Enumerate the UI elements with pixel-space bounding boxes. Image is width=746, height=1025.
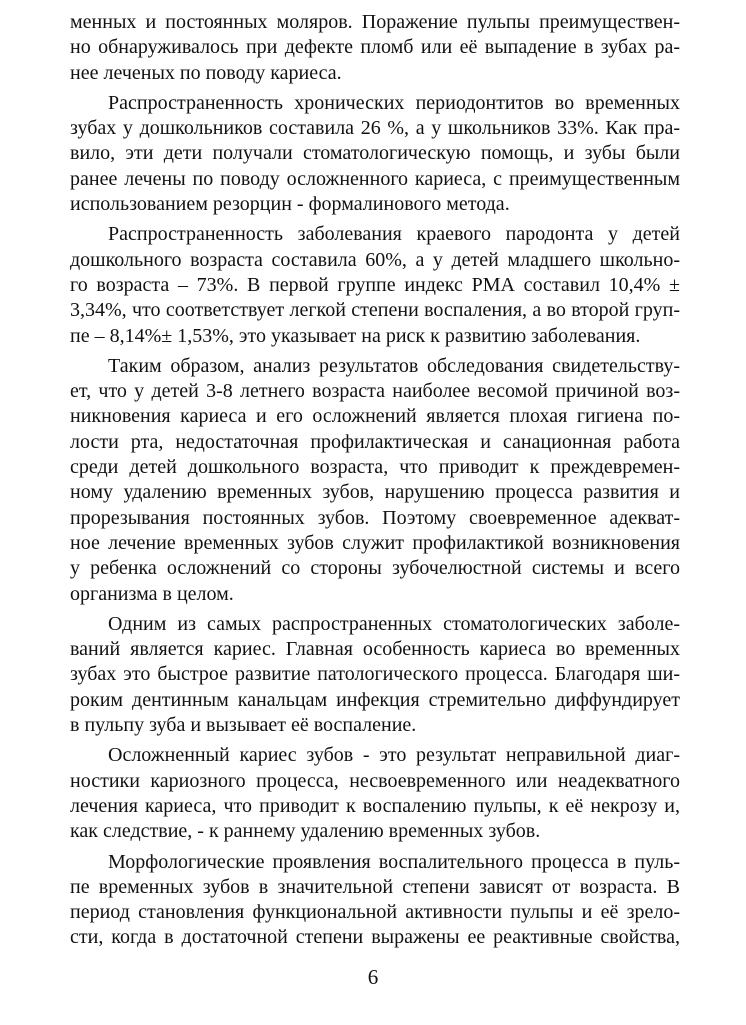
text-line: как следствие, - к раннему удалению временных зубов. [70, 820, 541, 843]
text-line: ваний является кариес. Главная особенность кариеса во временных [70, 638, 680, 661]
body-text [70, 10, 680, 951]
text-line: лости рта, недостаточная профилактическая и санационная работа [70, 430, 680, 453]
text-line: у ребенка осложнений со стороны зубочелюстной системы и всего [70, 557, 680, 580]
text-line: вило, эти дети получали стоматологическую помощь, и зубы были [70, 142, 680, 165]
text-line: менных и постоянных моляров. Поражение пульпы преимуществен- [70, 11, 680, 33]
text-line: 3,34%, что соответствует легкой степени воспаления, а во второй груп- [70, 299, 680, 322]
text-line: ет, что у детей 3-8 летнего возраста наиболее весомой причиной воз- [70, 380, 680, 403]
text-line: лечения кариеса, что приводит к воспалению пульпы, к её некрозу и, [70, 794, 680, 817]
text-line: ранее лечены по поводу осложненного кариеса, с преимущественным [70, 167, 680, 190]
text-line: Таким образом, анализ результатов обследования свидетельству- [108, 354, 680, 377]
text-line: го возраста – 73%. В первой группе индекс РМА составил 10,4% ± [70, 273, 680, 296]
paragraph [70, 743, 680, 844]
text-line: среди детей дошкольного возраста, что приводит к преждевремен- [70, 456, 680, 479]
text-line: пе – 8,14%± 1,53%, это указывает на риск к развитию заболевания. [70, 324, 641, 347]
text-line: сти, когда в достаточной степени выражены ее реактивные свойства, [70, 926, 680, 949]
paragraph [70, 10, 680, 86]
text-line: ностики кариозного процесса, несвоевременного или неадекватного [70, 769, 680, 792]
text-line: прорезывания постоянных зубов. Поэтому своевременное адекват- [70, 506, 680, 529]
text-line: но обнаруживалось при дефекте пломб или её выпадение в зубах ра- [70, 36, 680, 59]
paragraph [70, 91, 680, 217]
paragraph [70, 612, 680, 738]
text-line: Распространенность заболевания краевого пародонта у детей [108, 223, 680, 246]
text-line: ному удалению временных зубов, нарушению процесса развития и [70, 481, 680, 504]
text-line: зубах у дошкольников составила 26 %, а у школьников 33%. Как пра- [70, 117, 680, 140]
text-line: дошкольного возраста составила 60%, а у детей младшего школьно- [70, 248, 680, 271]
text-line: Осложненный кариес зубов - это результат неправильной диаг- [108, 744, 680, 767]
paragraph [70, 354, 680, 607]
text-line: ное лечение временных зубов служит профилактикой возникновения [70, 531, 680, 554]
paragraph [70, 850, 680, 951]
text-line: пе временных зубов в значительной степени зависят от возраста. В [70, 875, 680, 898]
text-line: использованием резорцин - формалинового метода. [70, 193, 510, 216]
text-line: никновения кариеса и его осложнений является плохая гигиена по- [70, 405, 680, 428]
text-line: роким дентинным канальцам инфекция стремительно диффундирует [70, 688, 680, 711]
paragraph [70, 222, 680, 348]
text-line: организма в целом. [70, 582, 234, 605]
page-number: 6 [367, 965, 379, 989]
text-line: зубах это быстрое развитие патологического процесса. Благодаря ши- [70, 663, 680, 686]
text-line: период становления функциональной активности пульпы и её зрело- [70, 901, 680, 924]
text-line: нее леченых по поводу кариеса. [70, 61, 342, 84]
text-line: Морфологические проявления воспалительного процесса в пуль- [108, 850, 680, 873]
text-line: Одним из самых распространенных стоматологических заболе- [108, 612, 680, 635]
text-line: в пульпу зуба и вызывает её воспаление. [70, 714, 417, 737]
text-line: Распространенность хронических периодонтитов во временных [108, 91, 680, 114]
